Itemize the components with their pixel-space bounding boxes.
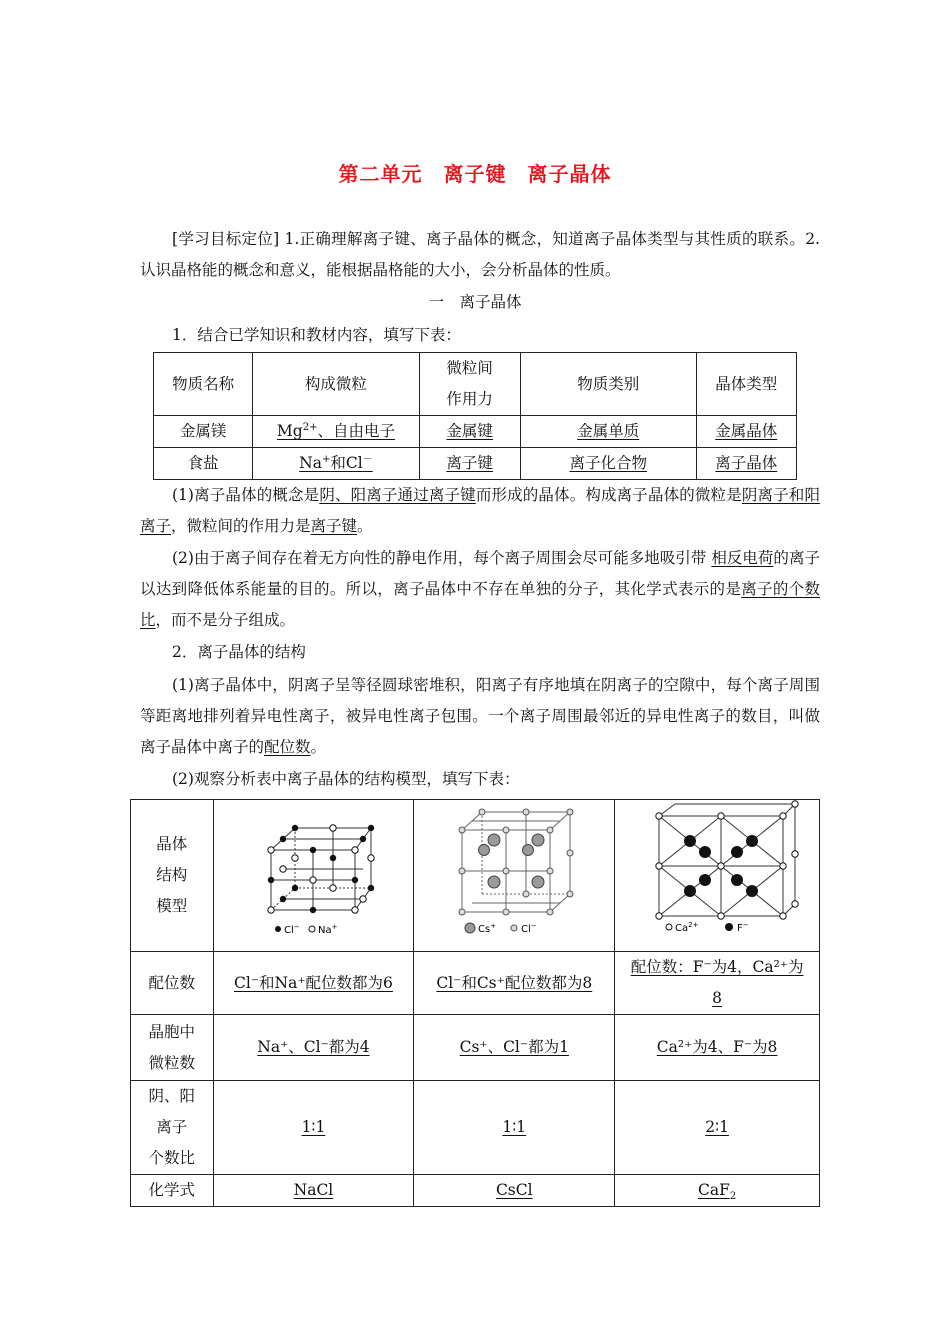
paragraph-2: (2)由于离子间存在着无方向性的静电作用，每个离子周围会尽可能多地吸引带 相反电荷的离子以达到降低体系能量的目的。所以，离子晶体中不存在单独的分子，其化学式表示的是离子的个数比，而不是分子组成。	[140, 549, 820, 629]
substance-table	[153, 352, 797, 480]
ratio-cscl: 1∶1	[414, 1081, 615, 1175]
paragraph-3: (1)离子晶体中，阴离子呈等径圆球密堆积，阳离子有序地填在阴离子的空隙中，每个离子周围等距离地排列着异电性离子，被异电性离子包围。一个离子周围最邻近的异电性离子的数目，叫做离子晶体中离子的配位数。	[140, 676, 820, 756]
intro-paragraph	[140, 224, 820, 286]
page-title: 第二单元 离子键 离子晶体	[338, 162, 612, 186]
coord-cscl: Cl⁻和Cs⁺配位数都为8	[414, 952, 615, 1015]
cell-force: 离子键	[419, 448, 520, 480]
label-coord: 配位数	[131, 952, 214, 1015]
intro-text: 1.正确理解离子键、离子晶体的概念，知道离子晶体类型与其性质的联系。2.认识晶格能的概念和意义，能根据晶格能的大小，会分析晶体的性质。	[140, 230, 820, 279]
coord-nacl: Cl⁻和Na⁺配位数都为6	[213, 952, 414, 1015]
coord-caf2: 配位数：F⁻为4，Ca²⁺为 8	[615, 952, 820, 1015]
count-caf2: Ca²⁺为4、F⁻为8	[615, 1015, 820, 1081]
table-row	[131, 1175, 820, 1207]
cscl-crystal-image	[424, 800, 604, 940]
cell-name: 食盐	[154, 448, 253, 480]
cell-name: 金属镁	[154, 416, 253, 448]
intro-tag: [学习目标定位]	[172, 230, 280, 248]
cell-crystal: 离子晶体	[696, 448, 796, 480]
formula-caf2: CaF$_2$	[615, 1175, 820, 1207]
formula-cscl: CsCl	[414, 1175, 615, 1207]
svg-text:Cs+: Cs+	[478, 922, 497, 935]
paragraph-1: (1)离子晶体的概念是阴、阳离子通过离子键而形成的晶体。构成离子晶体的微粒是阴离子和阳离子，微粒间的作用力是离子键。	[140, 486, 820, 535]
nacl-crystal-image	[223, 803, 403, 938]
cell-particles: $Mg^{2+}$、自由电子	[253, 416, 419, 448]
svg-text:F−: F−	[737, 921, 749, 934]
table-row	[154, 416, 797, 448]
th-force-line2: 作用力	[446, 390, 493, 408]
th-force-line1: 微粒间	[446, 359, 493, 377]
cell-crystal: 金属晶体	[696, 416, 796, 448]
label-ratio: 阴、阳 离子 个数比	[131, 1081, 214, 1175]
label-formula: 化学式	[131, 1175, 214, 1207]
structure-table	[130, 799, 820, 1207]
table-row	[131, 1081, 820, 1175]
cell-class: 离子化合物	[520, 448, 696, 480]
caf2-crystal-image	[627, 800, 807, 940]
svg-text:Cl−: Cl−	[284, 922, 301, 936]
caf2-model-cell	[615, 800, 820, 952]
nacl-model-cell	[213, 800, 414, 952]
ratio-caf2: 2∶1	[615, 1081, 820, 1175]
formula-nacl: NaCl	[213, 1175, 414, 1207]
th-particles: 构成微粒	[253, 353, 419, 416]
table-row	[131, 952, 820, 1015]
section-heading: 一 离子晶体	[428, 293, 522, 311]
label-count: 晶胞中 微粒数	[131, 1015, 214, 1081]
th-force	[419, 353, 520, 416]
question-3: (2)观察分析表中离子晶体的结构模型，填写下表：	[172, 770, 520, 788]
cell-class: 金属单质	[520, 416, 696, 448]
svg-text:Ca2+: $Ca^{2+}$	[675, 921, 699, 934]
th-class: 物质类别	[520, 353, 696, 416]
cscl-model-cell	[414, 800, 615, 952]
svg-text:Cl−: Cl−	[521, 922, 537, 935]
cell-force: 金属键	[419, 416, 520, 448]
ratio-nacl: 1∶1	[213, 1081, 414, 1175]
question-2: 2．离子晶体的结构	[172, 643, 306, 661]
th-crystal: 晶体类型	[696, 353, 796, 416]
count-cscl: Cs⁺、Cl⁻都为1	[414, 1015, 615, 1081]
th-name: 物质名称	[154, 353, 253, 416]
cell-particles: Na+和Cl－	[253, 448, 419, 480]
svg-text:Na+: Na+	[318, 922, 338, 936]
table-row	[131, 1015, 820, 1081]
label-model: 晶体 结构 模型	[131, 800, 214, 952]
table-row	[154, 448, 797, 480]
count-nacl: Na⁺、Cl⁻都为4	[213, 1015, 414, 1081]
question-1: 1．结合已学知识和教材内容，填写下表：	[172, 326, 461, 344]
